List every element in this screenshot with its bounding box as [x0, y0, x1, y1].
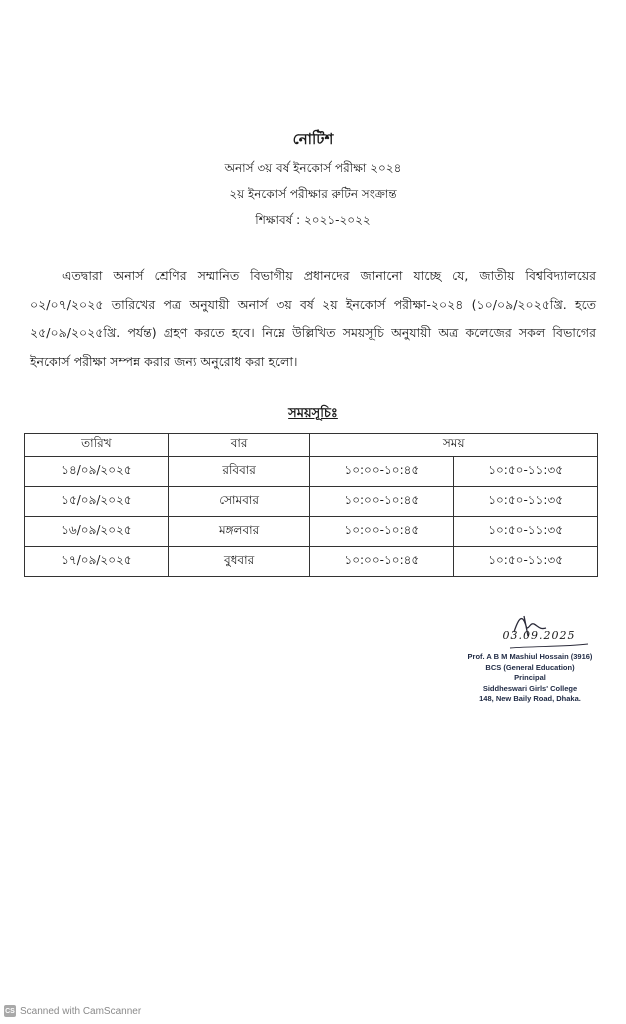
cell-slot-1: ১০:০০-১০:৪৫	[310, 487, 454, 517]
header-time: সময়	[310, 434, 598, 457]
camscanner-icon: CS	[4, 1005, 16, 1017]
cell-slot-1: ১০:০০-১০:৪৫	[310, 457, 454, 487]
cell-day: রবিবার	[168, 457, 310, 487]
cell-date: ১৫/০৯/২০২৫	[25, 487, 169, 517]
notice-body	[30, 262, 596, 376]
signatory-designation: Principal	[514, 673, 546, 682]
cell-day: সোমবার	[168, 487, 310, 517]
scanner-watermark-text: Scanned with CamScanner	[20, 1005, 142, 1017]
table-row	[25, 547, 598, 577]
signature-date: 03.09.2025	[502, 629, 576, 642]
signatory-service: BCS (General Education)	[485, 662, 575, 672]
cell-day: মঙ্গলবার	[168, 517, 310, 547]
notice-paragraph: এতদ্বারা অনার্স শ্রেণির সম্মানিত বিভাগীয় প্রধানদের জানানো যাচ্ছে যে, জাতীয় বিশ্ববিদ্যালয়ের ০২/০৭/২০২৫ তারিখের পত্র অনুযায়ী অনার্স ৩য় বর্ষ ২য় ইনকোর্স পরীক্ষা-২০২৪ (১০/০৯/২০২৫খ্রি. হতে ২৫/০৯/২০২৫খ্রি. পর্যন্ত) গ্রহণ করতে হবে। নিম্নে উল্লিখিত সময়সূচি অনুযায়ী অত্র কলেজের সকল বিভাগের ইনকোর্স পরীক্ষা সম্পন্ন করার জন্য অনুরোধ করা হলো।	[30, 268, 596, 369]
notice-title: নোটিশ	[292, 130, 334, 148]
signatory-address: 148, New Baily Road, Dhaka.	[479, 694, 581, 703]
cell-slot-1: ১০:০০-১০:৪৫	[310, 547, 454, 577]
cell-slot-1: ১০:০০-১০:৪৫	[310, 517, 454, 547]
scanner-footer	[4, 1004, 141, 1018]
handwritten-signature	[484, 602, 594, 650]
cell-date: ১৬/০৯/২০২৫	[25, 517, 169, 547]
header-date: তারিখ	[25, 434, 169, 457]
header-day: বার	[168, 434, 310, 457]
cell-date: ১৪/০৯/২০২৫	[25, 457, 169, 487]
schedule-header-row	[25, 434, 598, 457]
notice-session-line: শিক্ষাবর্ষ : ২০২১-২০২২	[255, 213, 371, 227]
table-row	[25, 457, 598, 487]
cell-day: বুধবার	[168, 547, 310, 577]
table-row	[25, 487, 598, 517]
schedule-table	[24, 433, 598, 577]
table-row	[25, 517, 598, 547]
signatory-name: Prof. A B M Mashiul Hossain (3916)	[467, 652, 593, 661]
notice-exam-line: অনার্স ৩য় বর্ষ ইনকোর্স পরীক্ষা ২০২৪	[224, 161, 402, 175]
cell-slot-2: ১০:৫০-১১:৩৫	[454, 457, 598, 487]
notice-subject-line: ২য় ইনকোর্স পরীক্ষার রুটিন সংক্রান্ত	[229, 187, 397, 201]
cell-slot-2: ১০:৫০-১১:৩৫	[454, 517, 598, 547]
schedule-heading: সময়সূচিঃ	[288, 406, 338, 421]
cell-slot-2: ১০:৫০-১১:৩৫	[454, 487, 598, 517]
signature-block	[450, 652, 610, 705]
signatory-institution: Siddheswari Girls' College	[482, 683, 578, 693]
cell-slot-2: ১০:৫০-১১:৩৫	[454, 547, 598, 577]
cell-date: ১৭/০৯/২০২৫	[25, 547, 169, 577]
